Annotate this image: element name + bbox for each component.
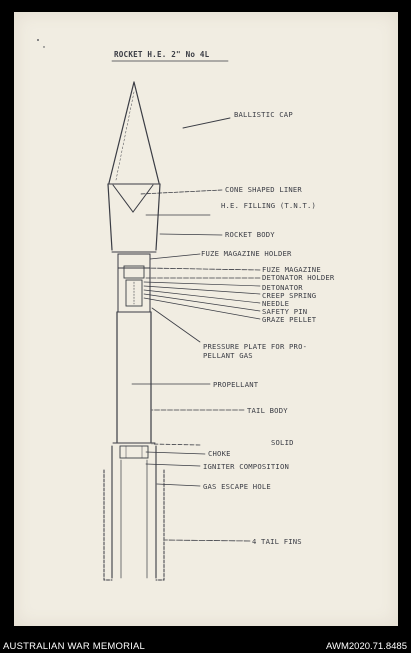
leader-pressure-plate (152, 308, 200, 342)
leader-creep-spring (144, 286, 260, 294)
document-title: ROCKET H.E. 2" No 4L (114, 50, 210, 59)
leader-rocket-body (160, 234, 222, 235)
leader-fuze-holder (150, 254, 200, 259)
label-tail-fins: 4 TAIL FINS (252, 537, 302, 546)
motor-tube (117, 312, 151, 442)
label-rocket-body: ROCKET BODY (225, 230, 275, 239)
accession-number: AWM2020.71.8485 (326, 641, 407, 652)
leader-igniter (146, 464, 200, 466)
ballistic-cap-outline (109, 82, 159, 183)
label-detonator-holder: DETONATOR HOLDER (262, 273, 335, 282)
label-propellant: PROPELLANT (213, 380, 259, 389)
leader-choke (146, 452, 205, 454)
label-pressure-plate-line2: PELLANT GAS (203, 351, 253, 360)
leader-gas-escape (157, 484, 200, 486)
ink-speck (43, 46, 44, 47)
label-graze-pellet: GRAZE PELLET (262, 315, 317, 324)
label-cone-liner: CONE SHAPED LINER (225, 185, 302, 194)
tail-body (112, 446, 156, 578)
leader-cone-liner (140, 190, 222, 194)
label-solid: SOLID (271, 438, 294, 447)
label-pressure-plate-line1: PRESSURE PLATE FOR PRO- (203, 342, 308, 351)
institution-name: AUSTRALIAN WAR MEMORIAL (3, 641, 146, 652)
leader-ballistic-cap (183, 118, 230, 128)
cone-liner (113, 185, 153, 212)
label-fuze-magazine-holder: FUZE MAGAZINE HOLDER (201, 249, 292, 258)
label-he-filling: H.E. FILLING (T.N.T.) (221, 201, 317, 210)
warhead-body (108, 184, 160, 250)
choke (120, 446, 148, 458)
label-detonator: DETONATOR (262, 283, 303, 292)
label-safety-pin: SAFETY PIN (262, 307, 308, 316)
tail-fin-left (104, 470, 112, 580)
label-fuze-magazine: FUZE MAGAZINE (262, 265, 321, 274)
label-igniter: IGNITER COMPOSITION (203, 462, 290, 471)
tail-fin-right (156, 470, 164, 580)
footer-bar (0, 640, 411, 653)
label-creep-spring: CREEP SPRING (262, 291, 317, 300)
cap-inner-line (116, 92, 134, 180)
label-choke: CHOKE (208, 449, 231, 458)
detonator-holder (126, 280, 142, 306)
leader-fuze-magazine (146, 268, 260, 270)
leader-detonator (144, 282, 260, 286)
label-needle: NEEDLE (262, 299, 290, 308)
label-gas-escape: GAS ESCAPE HOLE (203, 482, 271, 491)
label-ballistic-cap: BALLISTIC CAP (234, 110, 293, 119)
label-tail-body: TAIL BODY (247, 406, 288, 415)
leader-solid (152, 444, 200, 445)
leader-tail-fins (165, 540, 250, 541)
ink-speck (37, 39, 39, 41)
